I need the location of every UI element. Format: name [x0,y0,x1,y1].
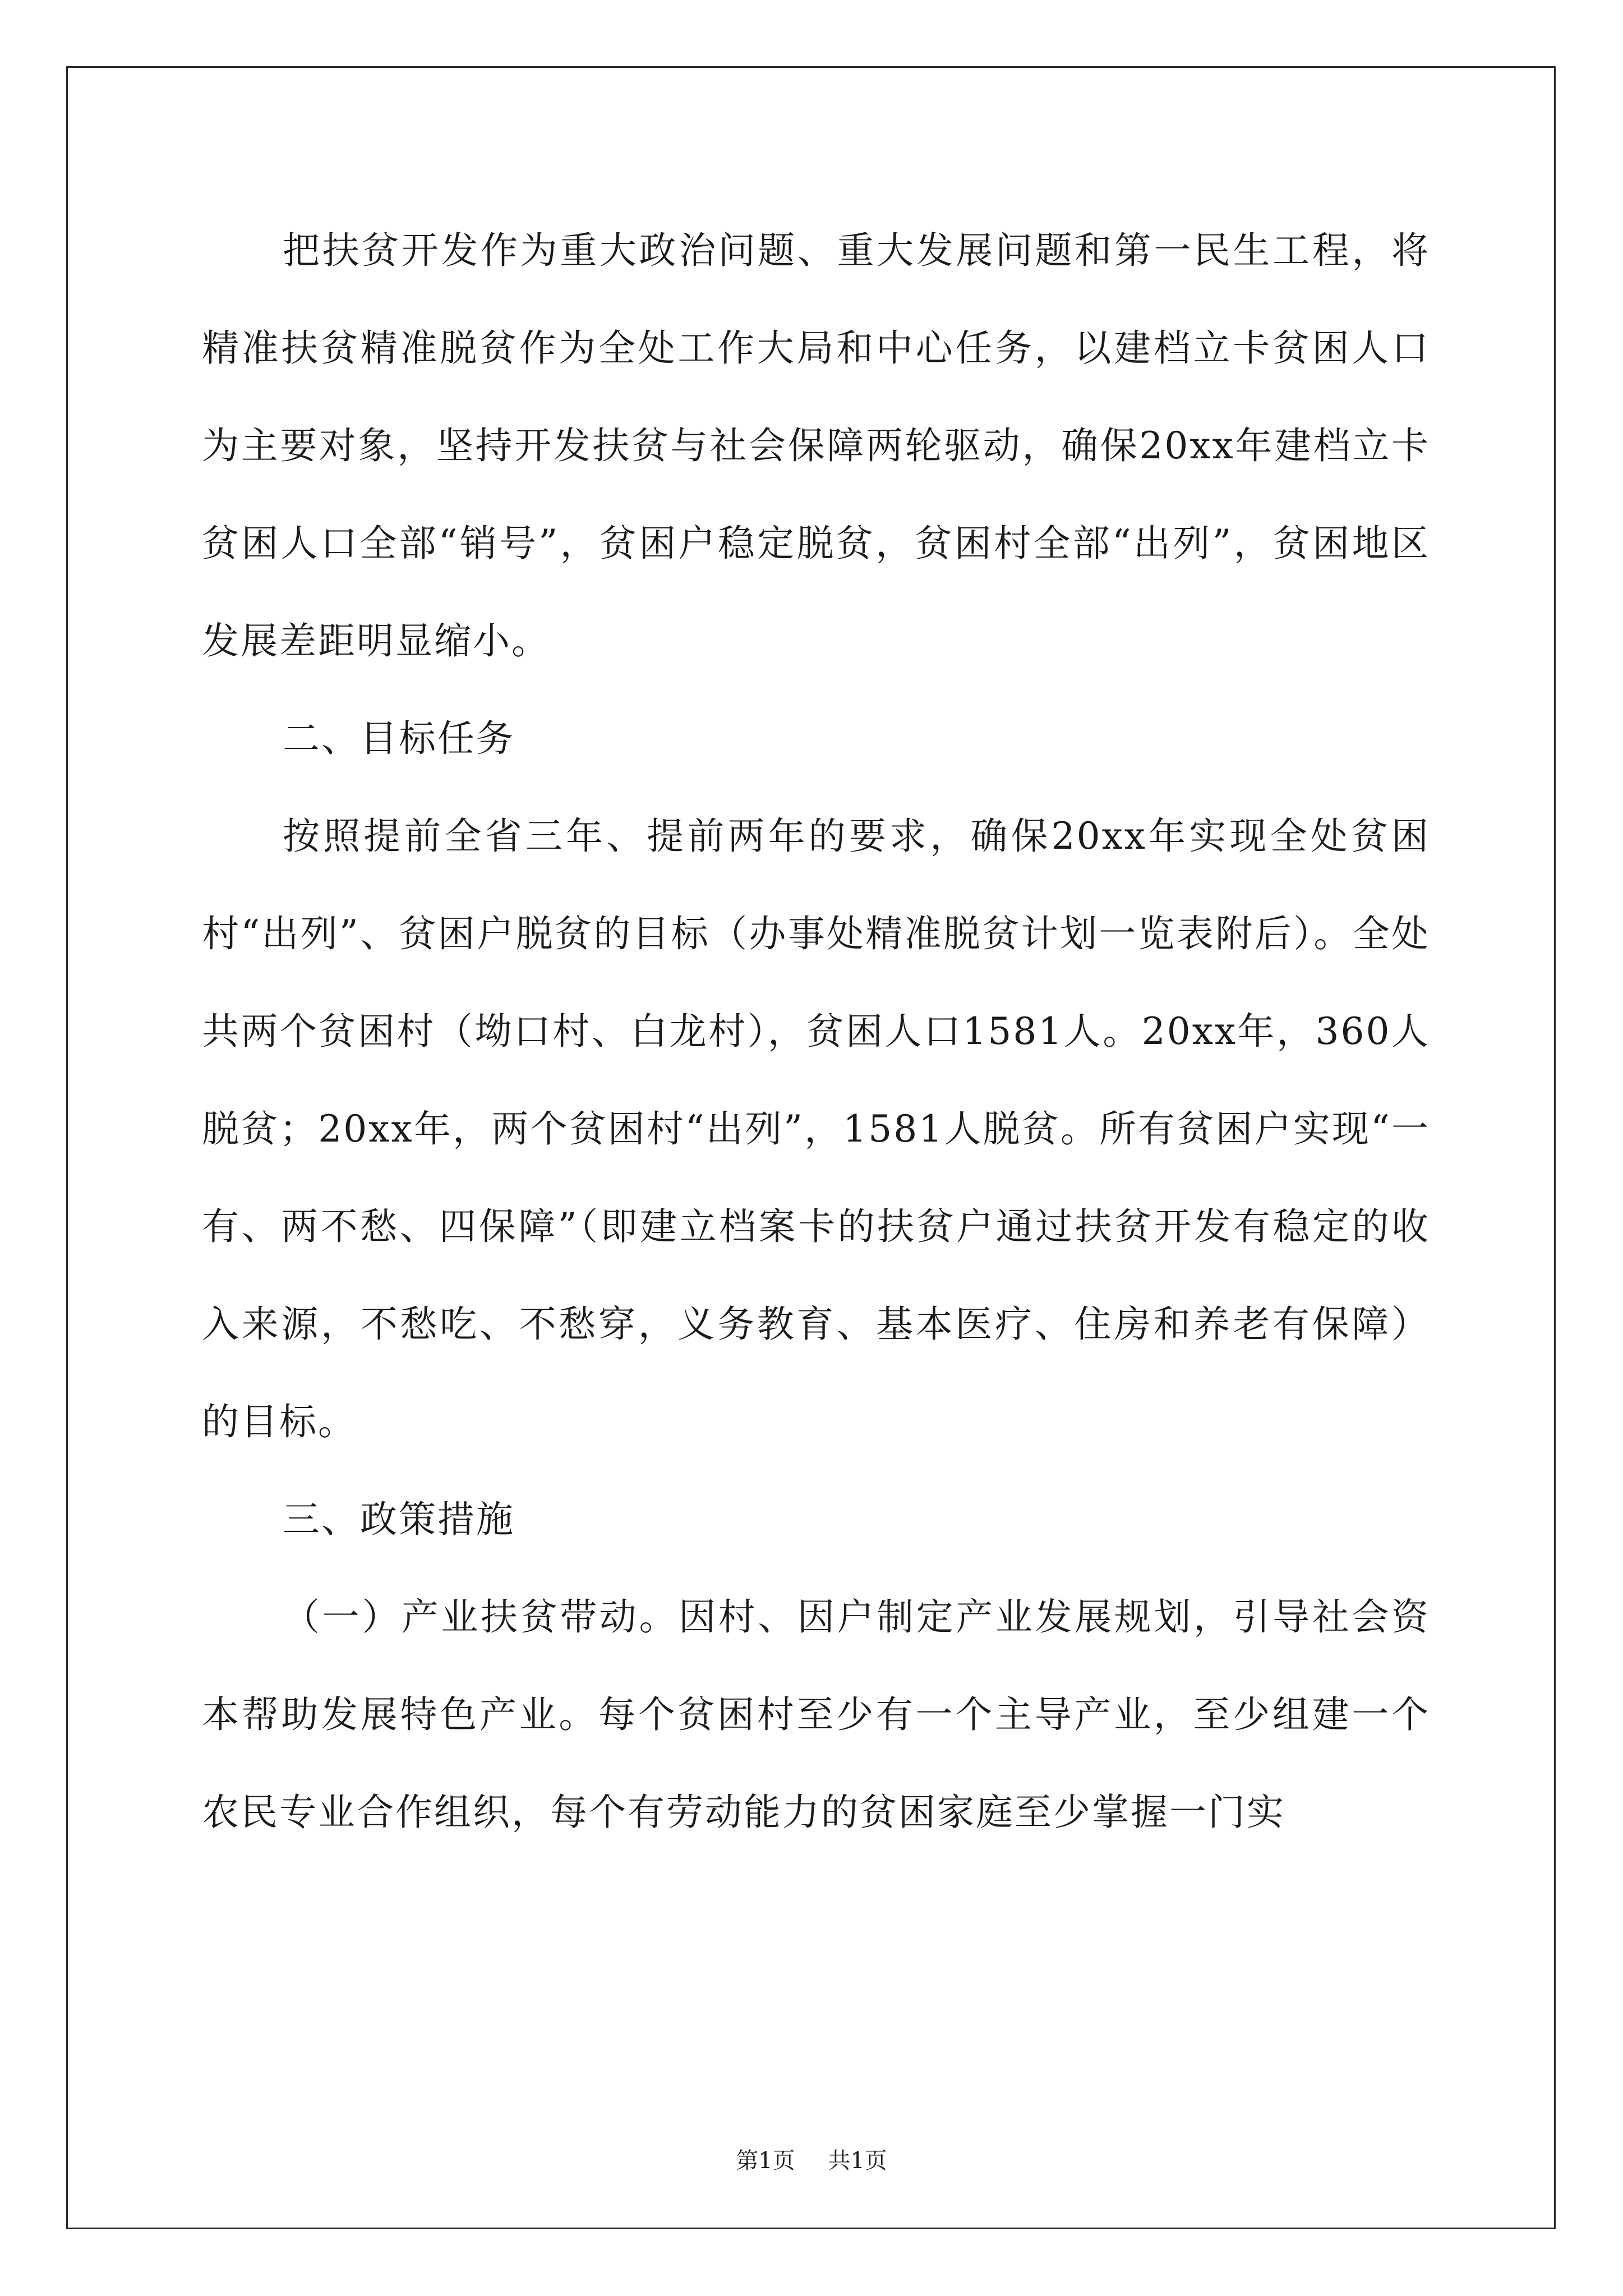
page-number: 第1页 [736,2148,795,2174]
section-heading-policy: 三、政策措施 [283,1498,515,1541]
paragraph-industry: （一）产业扶贫带动。因村、因户制定产业发展规划，引导社会资本帮助发展特色产业。每个贫困村至少有一个主导产业，至少组建一个农民专业合作组织，每个有劳动能力的贫困家庭至少掌握一门实 [202,1595,1430,1834]
paragraph-intro: 把扶贫开发作为重大政治问题、重大发展问题和第一民生工程，将精准扶贫精准脱贫作为全处工作大局和中心任务，以建档立卡贫困人口为主要对象，坚持开发扶贫与社会保障两轮驱动，确保20xx年建档立卡贫困人口全部“销号”，贫困户稳定脱贫，贫困村全部“出列”，贫困地区发展差距明显缩小。 [202,229,1430,662]
page-footer [0,2143,1623,2175]
page-total: 共1页 [828,2148,887,2174]
paragraph-goals: 按照提前全省三年、提前两年的要求，确保20xx年实现全处贫困村“出列”、贫困户脱贫的目标（办事处精准脱贫计划一览表附后）。全处共两个贫困村（坳口村、白龙村），贫困人口1581人。20xx年，360人脱贫；20xx年，两个贫困村“出列”，1581人脱贫。所有贫困户实现“一有、两不愁、四保障”（即建立档案卡的扶贫户通过扶贫开发有稳定的收入来源，不愁吃、不愁穿，义务教育、基本医疗、住房和养老有保障）的目标。 [202,815,1430,1443]
document-body [202,202,1430,1861]
section-heading-goals: 二、目标任务 [283,717,515,760]
